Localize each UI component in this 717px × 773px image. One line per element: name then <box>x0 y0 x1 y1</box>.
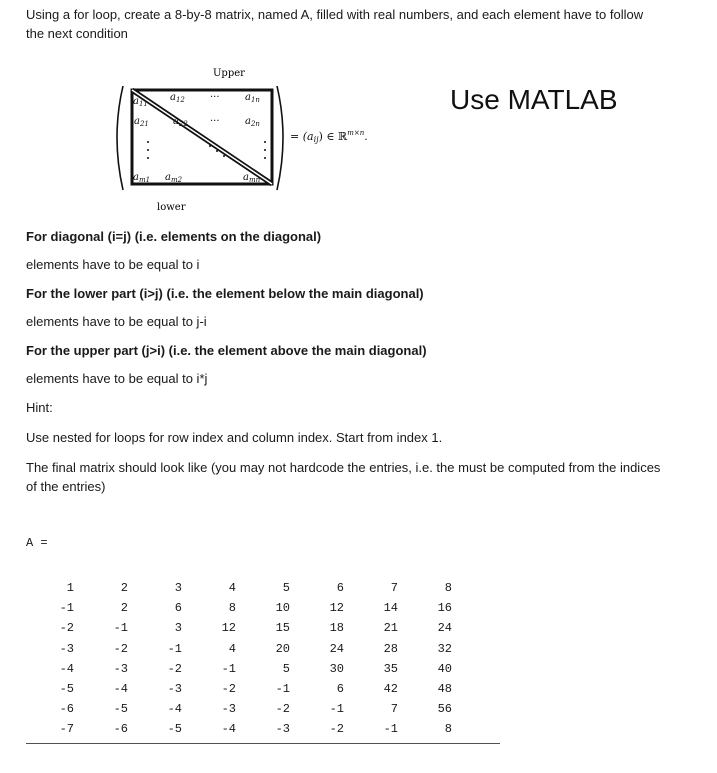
left-paren <box>117 86 123 190</box>
matrix-cell: 15 <box>275 621 290 636</box>
matrix-row <box>44 578 460 598</box>
matrix-cell: 18 <box>329 621 344 636</box>
matrix-cell: -1 <box>329 702 344 717</box>
matrix-cell: -3 <box>167 682 182 697</box>
entry-am1: $a_{m1}$ <box>133 172 151 184</box>
matrix-cell: -3 <box>275 722 290 737</box>
matrix-cell: -2 <box>275 702 290 717</box>
use-matlab-note: Use MATLAB <box>450 84 618 115</box>
problem-statement: Using a for loop, create a 8-by-8 matrix, named A, filled with real numbers, and each element have to follow the next condition <box>26 7 644 41</box>
matrix-cell: -1 <box>275 682 290 697</box>
entry-a21: $a_{21}$ <box>134 116 149 128</box>
matrix-cell: 6 <box>336 581 344 596</box>
rule-diagonal-text: elements have to be equal to i <box>26 257 200 272</box>
matrix-cell: -5 <box>59 682 74 697</box>
matrix-cell: 10 <box>275 601 290 616</box>
matrix-cell: -5 <box>167 722 182 737</box>
matrix-row <box>44 618 460 638</box>
matrix-cell: 24 <box>329 641 344 656</box>
matrix-cell: 7 <box>390 702 398 717</box>
matrix-row <box>44 699 460 719</box>
matrix-cell: 3 <box>174 581 182 596</box>
matrix-cell: 16 <box>437 601 452 616</box>
matrix-label: A = <box>26 536 48 550</box>
matrix-cell: -6 <box>113 722 128 737</box>
matrix-cell: 48 <box>437 682 452 697</box>
set-equation: = (aij) ∈ ℝ$^{m\times n}$. <box>290 129 368 144</box>
matrix-cell: -5 <box>113 702 128 717</box>
entry-a1n: $a_{1n}$ <box>245 92 260 104</box>
final-instruction: The final matrix should look like (you may not hardcode the entries, i.e. the must be computed from the indices of the entries) <box>26 460 661 494</box>
matrix-cell: 28 <box>383 641 398 656</box>
matrix-cell: 7 <box>390 581 398 596</box>
entry-a2n: $a_{2n}$ <box>245 116 260 128</box>
matrix-cell: -4 <box>59 661 74 676</box>
matrix-cell: 24 <box>437 621 452 636</box>
matrix-cell: -1 <box>113 621 128 636</box>
matrix-cell: -2 <box>167 661 182 676</box>
entry-amn: $a_{mn}$ <box>243 172 261 184</box>
matrix-cell: -7 <box>59 722 74 737</box>
matrix-cell: -1 <box>383 722 398 737</box>
matrix-cell: -4 <box>167 702 182 717</box>
matrix-cell: 4 <box>228 581 236 596</box>
hint-text: Use nested for loops for row index and column index. Start from index 1. <box>26 430 443 445</box>
matrix-cell: 6 <box>174 601 182 616</box>
matrix-cell: 12 <box>329 601 344 616</box>
matrix-cell: -4 <box>221 722 236 737</box>
matrix-cell: 4 <box>228 641 236 656</box>
rule-lower-text: elements have to be equal to j-i <box>26 314 207 329</box>
entry-a12: $a_{12}$ <box>170 92 185 104</box>
divider-line <box>26 743 500 744</box>
matrix-cell: 40 <box>437 661 452 676</box>
matrix-cell: 21 <box>383 621 398 636</box>
right-paren <box>277 86 283 190</box>
matrix-cell: 30 <box>329 661 344 676</box>
matrix-cell: -1 <box>59 601 74 616</box>
matrix-cell: 35 <box>383 661 398 676</box>
lower-label: lower <box>157 202 186 213</box>
rule-upper-text: elements have to be equal to i*j <box>26 371 208 386</box>
matrix-cell: -1 <box>167 641 182 656</box>
entry-hdots-2: ··· <box>210 116 220 127</box>
matrix-cell: -3 <box>113 661 128 676</box>
matrix-cell: -2 <box>59 621 74 636</box>
matrix-cell: 20 <box>275 641 290 656</box>
matrix-cell: -1 <box>221 661 236 676</box>
matrix-row <box>44 719 460 739</box>
matrix-row <box>44 598 460 618</box>
matrix-cell: 5 <box>282 661 290 676</box>
matrix-cell: 14 <box>383 601 398 616</box>
matrix-row <box>44 659 460 679</box>
matrix-cell: 2 <box>120 581 128 596</box>
matrix-cell: 56 <box>437 702 452 717</box>
matrix-cell: -2 <box>113 641 128 656</box>
entry-a22: $a_{22}$ <box>173 116 188 128</box>
rule-diagonal-heading: For diagonal (i=j) (i.e. elements on the diagonal) <box>26 229 322 244</box>
entry-hdots-1: ··· <box>210 92 220 103</box>
matrix-cell: 8 <box>228 601 236 616</box>
rule-upper-heading: For the upper part (j>i) (i.e. the element above the main diagonal) <box>26 343 427 358</box>
matrix-cell: -6 <box>59 702 74 717</box>
hint-label: Hint: <box>26 400 53 415</box>
matrix-cell: -4 <box>113 682 128 697</box>
matrix-cell: 5 <box>282 581 290 596</box>
matrix-cell: 12 <box>221 621 236 636</box>
matrix-row <box>44 679 460 699</box>
entry-am2: $a_{m2}$ <box>165 172 183 184</box>
matrix-cell: 3 <box>174 621 182 636</box>
matrix-cell: 1 <box>66 581 74 596</box>
matrix-cell: -2 <box>221 682 236 697</box>
matrix-cell: 2 <box>120 601 128 616</box>
matrix-cell: -3 <box>59 641 74 656</box>
rule-lower-heading: For the lower part (i>j) (i.e. the element below the main diagonal) <box>26 286 424 301</box>
matrix-cell: -3 <box>221 702 236 717</box>
matrix-cell: 8 <box>444 581 452 596</box>
entry-a11: $a_{11}$ <box>133 96 148 108</box>
matrix-cell: 42 <box>383 682 398 697</box>
matrix-cell: 6 <box>336 682 344 697</box>
upper-label: Upper <box>213 68 245 79</box>
matrix-diagram <box>105 62 425 222</box>
matrix-cell: 32 <box>437 641 452 656</box>
matrix-cell: 8 <box>444 722 452 737</box>
matrix-cell: -2 <box>329 722 344 737</box>
matrix-row <box>44 639 460 659</box>
result-matrix <box>44 578 460 740</box>
